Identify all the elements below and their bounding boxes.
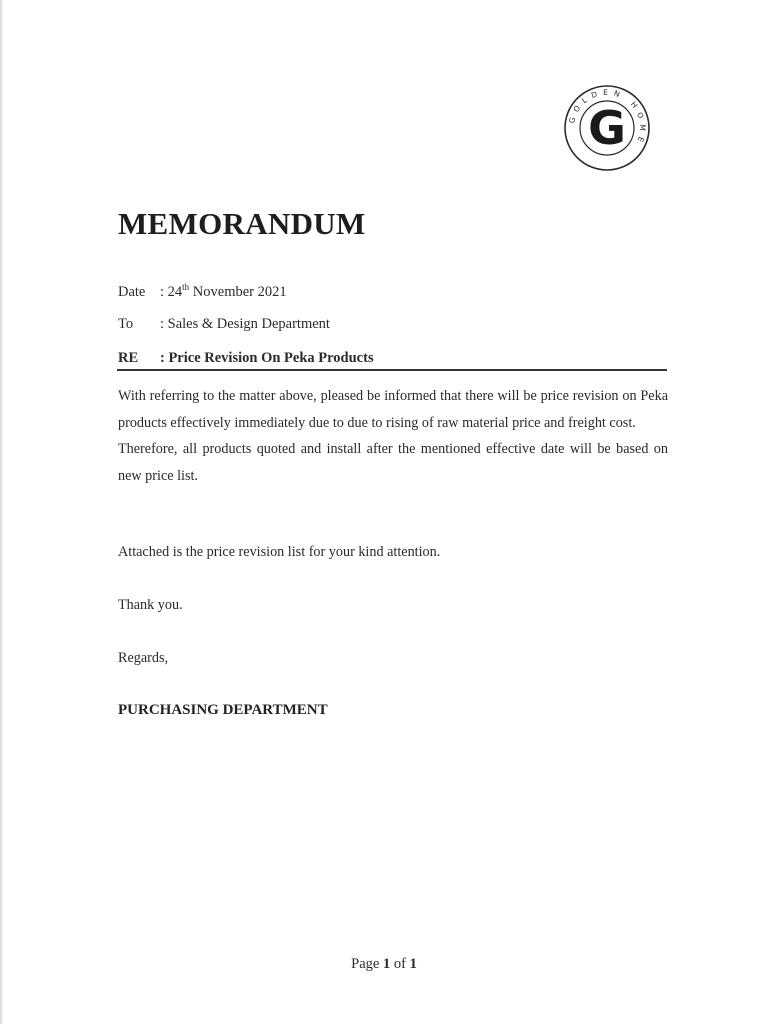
attached-note: Attached is the price revision list for your kind attention. [118, 544, 441, 560]
to-label: To [118, 316, 134, 332]
company-logo [563, 84, 651, 172]
svg-text:GOLDEN HOME: GOLDEN HOME [567, 87, 648, 149]
body-paragraph-2: Therefore, all products quoted and install after the mentioned effective date will be based on new price list. [118, 441, 668, 484]
to-value: : Sales & Design Department [160, 316, 330, 332]
signoff-department: PURCHASING DEPARTMENT [118, 702, 328, 718]
thank-you: Thank you. [118, 597, 183, 613]
date-value: : 24th November 2021 [160, 282, 287, 300]
re-underline [117, 369, 667, 371]
golden-home-logo-icon [563, 84, 651, 172]
memo-title: MEMORANDUM [118, 206, 366, 241]
regards: Regards, [118, 650, 169, 666]
body-paragraphs [118, 383, 668, 489]
svg-text:G: G [588, 101, 626, 155]
date-label: Date [118, 283, 146, 300]
re-label: RE [118, 350, 139, 366]
to-row [118, 316, 330, 333]
page-edge [0, 0, 3, 1024]
re-row [118, 350, 374, 367]
body-paragraph-1: With referring to the matter above, pleased be informed that there will be price revision on Peka products effectively immediately due to due to rising of raw material price and freight cost. [118, 388, 668, 431]
re-value: : Price Revision On Peka Products [160, 350, 374, 366]
page-number: Page 1 of 1 [351, 956, 417, 972]
date-row [118, 282, 287, 301]
